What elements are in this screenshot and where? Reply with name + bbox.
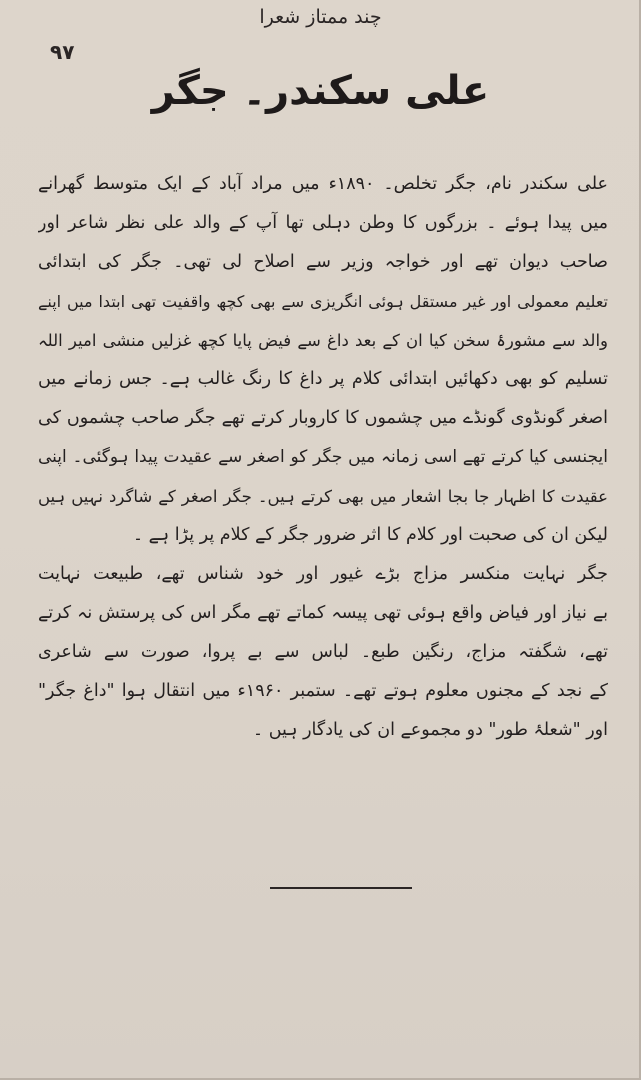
text-line: علی سکندر نام، جگر تخلص۔ ۱۸۹۰ء میں مراد آباد کے ایک متوسط گھرانے <box>38 174 608 194</box>
text-line: اصغر گونڈوی گونڈے میں چشموں کا کاروبار کرتے تھے جگر صاحب چشموں کی <box>38 408 608 428</box>
page-number: ۹۷ <box>50 40 75 64</box>
text-line: لیکن ان کی صحبت اور کلام کا اثر ضرور جگر کے کلام پر پڑا ہے ۔ <box>132 525 608 545</box>
text-line: بے نیاز اور فیاض واقع ہوئی تھی پیسہ کماتے تھے مگر اس کی پرستش نہ کرتے <box>38 603 608 623</box>
text-line: کے نجد کے مجنوں معلوم ہوتے تھے۔ ستمبر ۱۹۶۰ء میں انتقال ہوا "داغ جگر" <box>38 681 608 701</box>
text-line: اور "شعلۂ طور" دو مجموعے ان کی یادگار ہیں ۔ <box>252 720 608 740</box>
text-line: ایجنسی کیا کرتے تھے اسی زمانہ میں جگر کو اصغر سے عقیدت پیدا ہوگئی۔ اپنی <box>38 447 608 467</box>
page-title: علی سکندر۔ جگر <box>151 68 490 114</box>
biography-text <box>38 165 608 750</box>
text-line: جگر نہایت منکسر مزاج بڑے غیور اور خود شناس تھے، طبیعت نہایت <box>38 564 608 584</box>
text-line: تھے، شگفتہ مزاج، رنگین طبع۔ لباس سے بے پروا، صورت سے شاعری <box>38 642 608 662</box>
text-line: میں پیدا ہوئے ۔ بزرگوں کا وطن دہلی تھا آپ کے والد علی نظر شاعر اور <box>38 213 608 233</box>
text-line: عقیدت کا اظہار جا بجا اشعار میں بھی کرتے ہیں۔ جگر اصغر کے شاگرد نہیں ہیں <box>38 487 608 506</box>
text-line: صاحب دیوان تھے اور خواجہ وزیر سے اصلاح لی تھی۔ جگر کی ابتدائی <box>38 252 608 272</box>
text-line: والد سے مشورۂ سخن کیا ان کے بعد داغ سے فیض پایا کچھ غزلیں منشی امیر اللہ <box>38 331 608 350</box>
section-divider <box>270 887 412 889</box>
text-line: تسلیم کو بھی دکھائیں ابتدائی کلام پر داغ کا رنگ غالب ہے۔ جس زمانے میں <box>38 369 608 389</box>
running-head: چند ممتاز شعرا <box>259 6 382 28</box>
text-line: تعلیم معمولی اور غیر مستقل ہوئی انگریزی سے بھی کچھ واقفیت تھی ابتدا میں اپنے <box>38 292 608 311</box>
